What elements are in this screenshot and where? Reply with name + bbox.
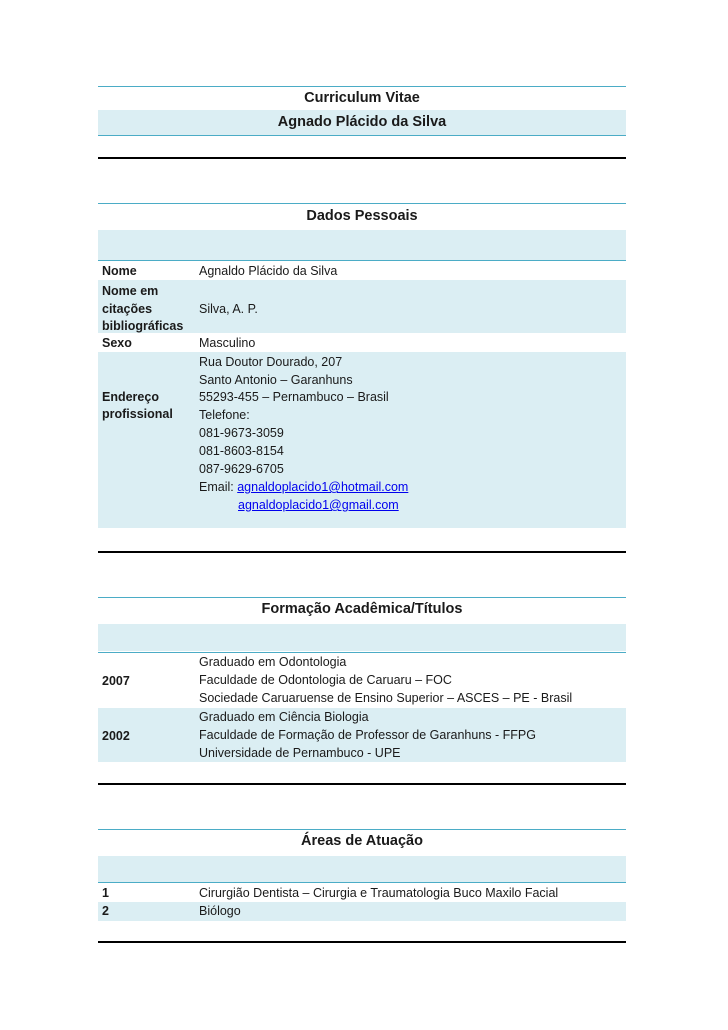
endereco-line: 55293-455 – Pernambuco – Brasil bbox=[199, 390, 389, 404]
telefone-number: 081-9673-3059 bbox=[199, 426, 284, 440]
citacoes-value: Silva, A. P. bbox=[199, 302, 258, 316]
email-label: Email: bbox=[199, 480, 234, 494]
formacao-year: 2007 bbox=[102, 674, 130, 688]
area-number: 2 bbox=[102, 904, 109, 918]
formacao-table-top-rule bbox=[98, 652, 626, 653]
formacao-line: Faculdade de Odontologia de Caruaru – FOC bbox=[199, 673, 452, 687]
dados-top-rule bbox=[98, 203, 626, 204]
areas-heading: Áreas de Atuação bbox=[301, 833, 423, 849]
endereco-line: Santo Antonio – Garanhuns bbox=[199, 373, 353, 387]
dados-table-top-rule bbox=[98, 260, 626, 261]
telefone-number: 081-8603-8154 bbox=[199, 444, 284, 458]
email-link-gmail[interactable]: agnaldoplacido1@gmail.com bbox=[238, 498, 399, 512]
section-divider bbox=[98, 157, 626, 159]
header-top-rule bbox=[98, 86, 626, 87]
sexo-label: Sexo bbox=[102, 336, 132, 350]
email-row bbox=[199, 480, 408, 494]
formacao-line: Sociedade Caruaruense de Ensino Superior – ASCES – PE - Brasil bbox=[199, 691, 573, 705]
formacao-top-rule bbox=[98, 597, 626, 598]
area-row-band bbox=[98, 902, 626, 921]
endereco-line: Rua Doutor Dourado, 207 bbox=[199, 355, 343, 369]
formacao-heading: Formação Acadêmica/Títulos bbox=[261, 601, 463, 617]
citacoes-label-3: bibliográficas bbox=[102, 319, 184, 333]
citacoes-label-1: Nome em bbox=[102, 284, 159, 298]
email-link-hotmail[interactable]: agnaldoplacido1@hotmail.com bbox=[237, 480, 409, 494]
cv-title: Curriculum Vitae bbox=[304, 90, 420, 106]
areas-table-top-rule bbox=[98, 882, 626, 883]
sexo-value: Masculino bbox=[199, 336, 256, 350]
endereco-label-2: profissional bbox=[102, 407, 173, 421]
section-divider bbox=[98, 941, 626, 943]
formacao-line: Faculdade de Formação de Professor de Garanhuns - FFPG bbox=[199, 728, 536, 742]
nome-label: Nome bbox=[102, 264, 137, 278]
areas-heading-band bbox=[98, 856, 626, 882]
nome-value: Agnaldo Plácido da Silva bbox=[199, 264, 338, 278]
header-bottom-rule bbox=[98, 135, 626, 136]
area-text: Cirurgião Dentista – Cirurgia e Traumatologia Buco Maxilo Facial bbox=[199, 886, 559, 900]
dados-heading-band bbox=[98, 230, 626, 260]
formacao-heading-band bbox=[98, 624, 626, 651]
area-text: Biólogo bbox=[199, 904, 241, 918]
areas-top-rule bbox=[98, 829, 626, 830]
formacao-line: Graduado em Odontologia bbox=[199, 655, 347, 669]
telefone-label: Telefone: bbox=[199, 408, 250, 422]
area-number: 1 bbox=[102, 886, 109, 900]
formacao-line: Graduado em Ciência Biologia bbox=[199, 710, 369, 724]
dados-heading: Dados Pessoais bbox=[306, 208, 418, 224]
section-divider bbox=[98, 551, 626, 553]
email-row-2 bbox=[238, 498, 399, 512]
cv-name: Agnado Plácido da Silva bbox=[277, 114, 447, 130]
section-divider bbox=[98, 783, 626, 785]
telefone-number: 087-9629-6705 bbox=[199, 462, 284, 476]
citacoes-label-2: citações bbox=[102, 302, 153, 316]
formacao-line: Universidade de Pernambuco - UPE bbox=[199, 746, 401, 760]
endereco-label-1: Endereço bbox=[102, 390, 159, 404]
formacao-year: 2002 bbox=[102, 729, 130, 743]
